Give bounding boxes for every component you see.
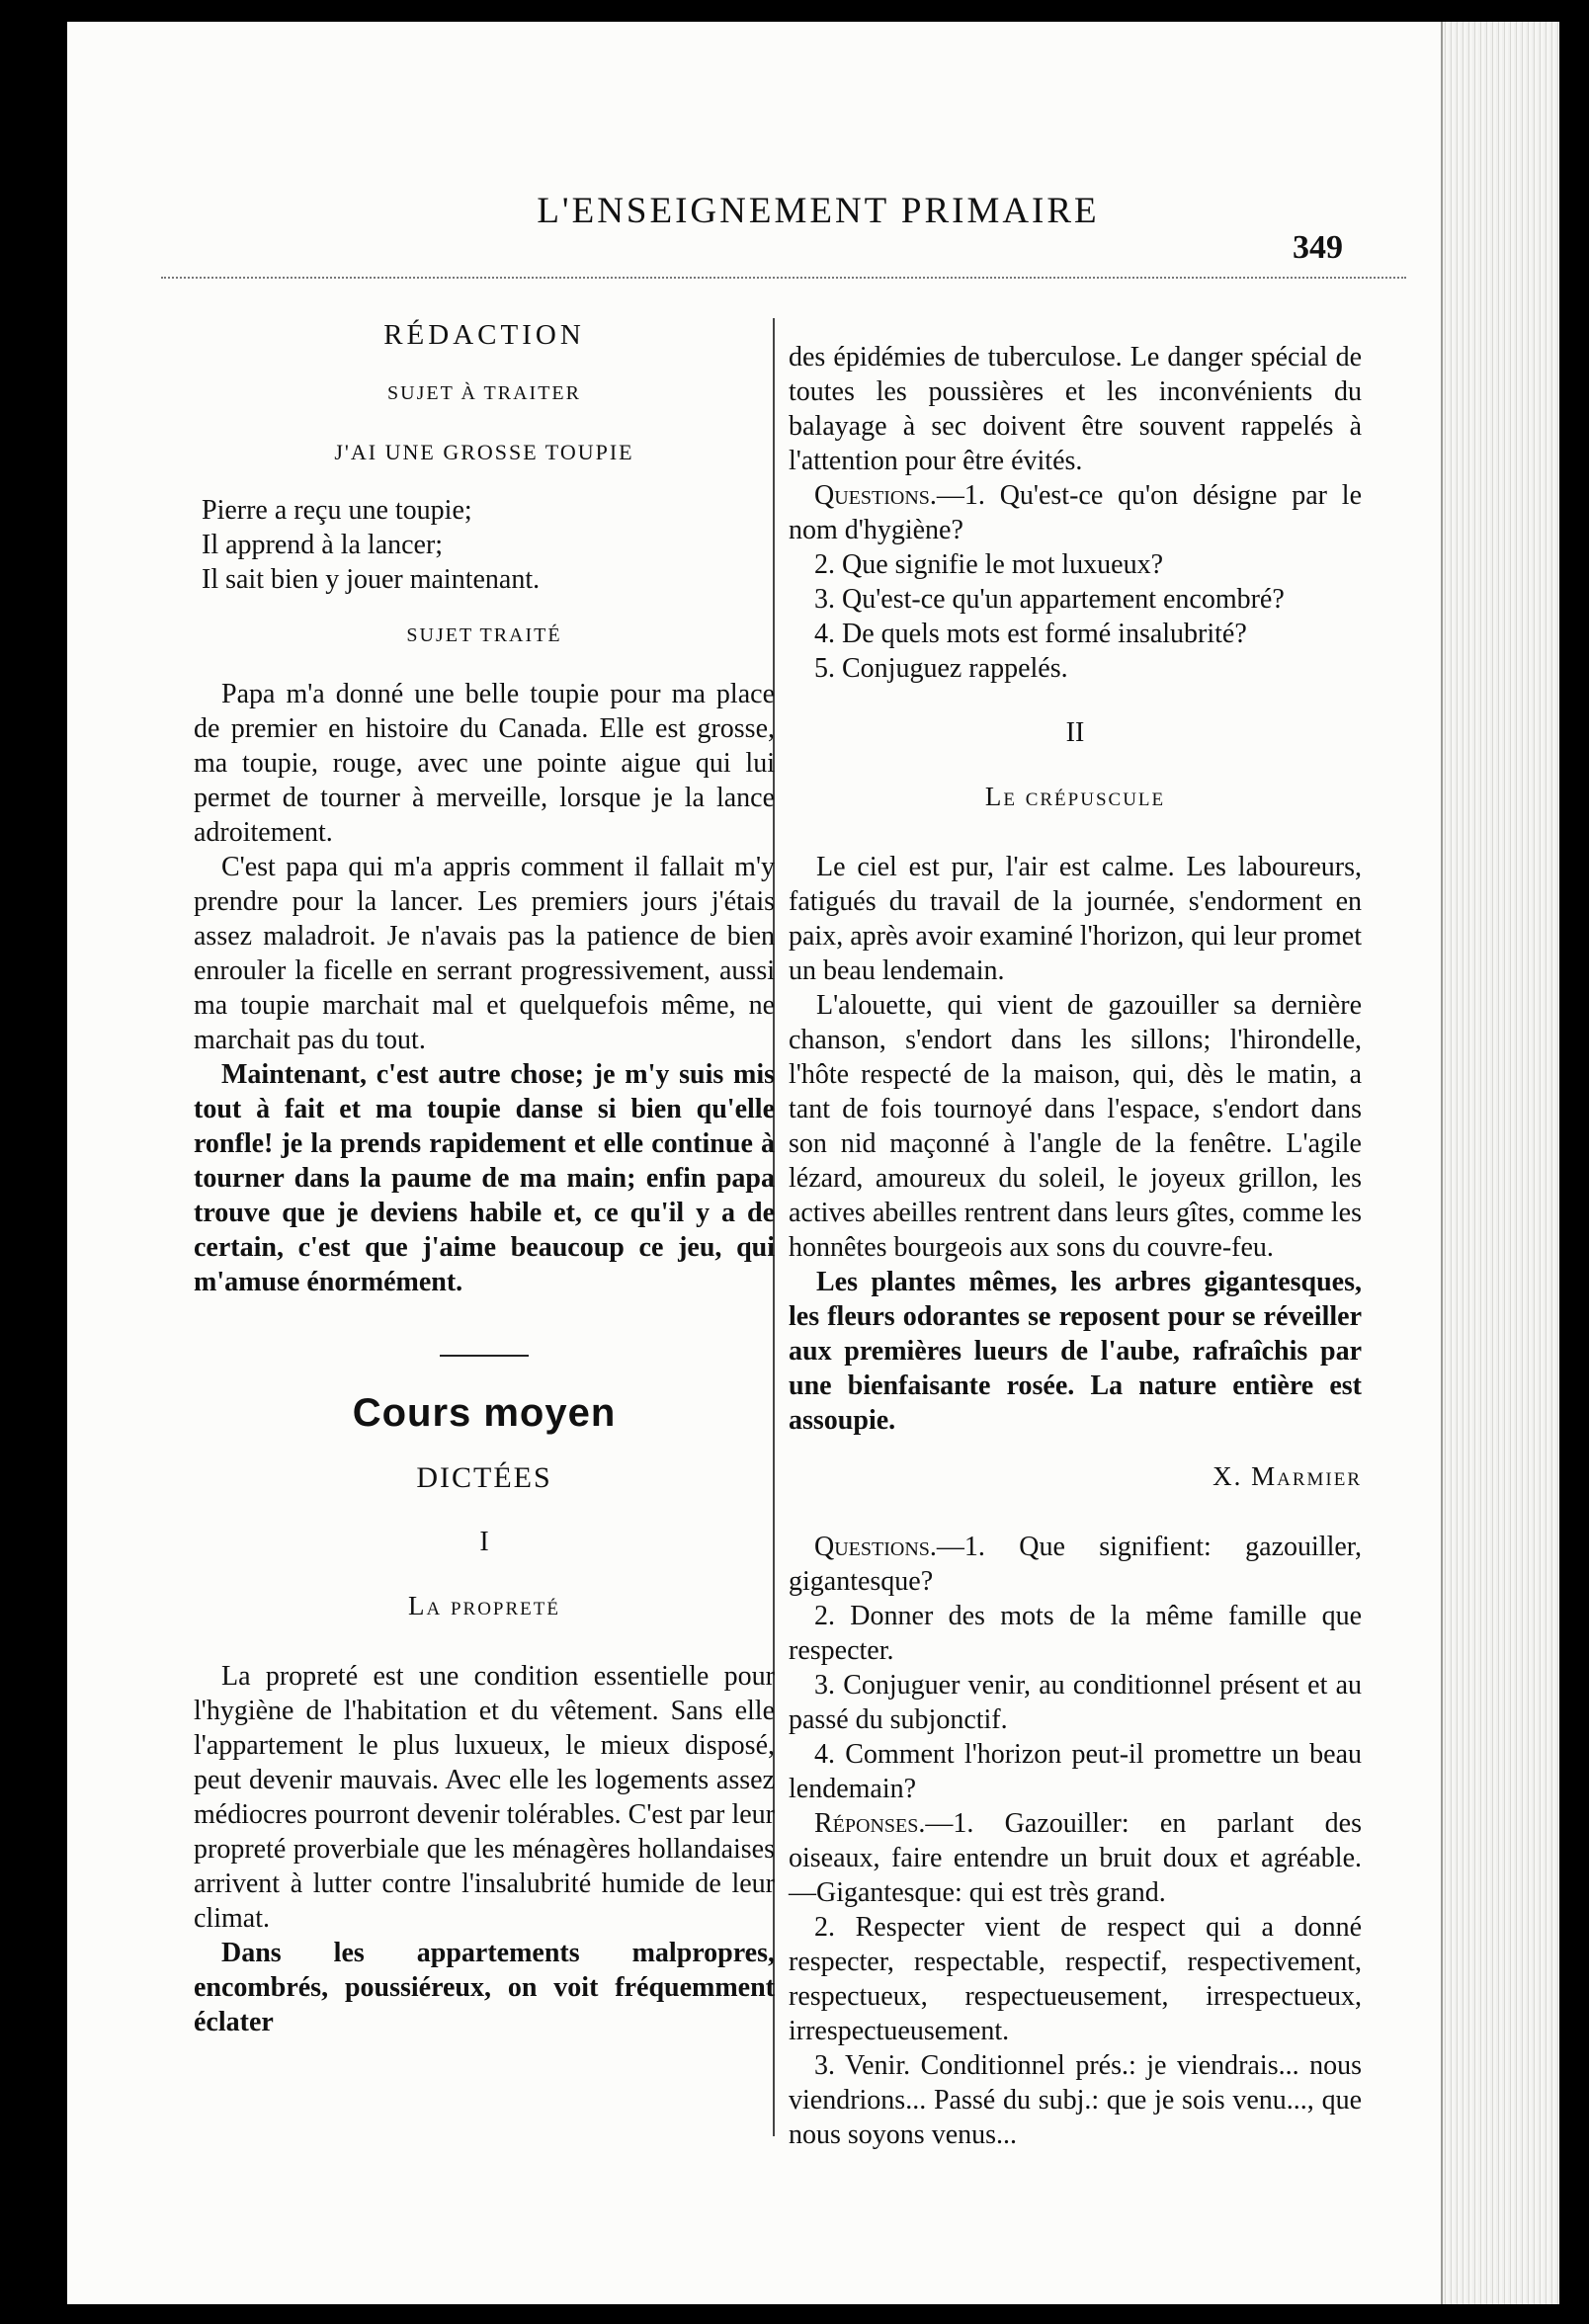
running-title: L'ENSEIGNEMENT PRIMAIRE (537, 191, 1100, 231)
question-item: 4. Comment l'horizon peut-il promettre un beau lendemain? (789, 1739, 1362, 1804)
question-item: 3. Qu'est-ce qu'un appartement encombré? (814, 584, 1285, 615)
crepuscule-title: Le crépuscule (984, 782, 1166, 811)
question-item: Questions.—1. Que signifient: gazouiller, gigantesque? (789, 1532, 1362, 1597)
answers-block (789, 1806, 1362, 2152)
cours-moyen-heading: Cours moyen (352, 1391, 617, 1435)
exercise-title: J'AI UNE GROSSE TOUPIE (334, 440, 634, 464)
questions-block (789, 478, 1362, 686)
questions-label: Questions. (814, 1532, 937, 1562)
question-item: 2. Donner des mots de la même famille que respecter. (789, 1601, 1362, 1666)
book-page-edges (1441, 22, 1559, 2304)
sujet-traite-heading: SUJET TRAITÉ (406, 624, 562, 646)
question-item: 5. Conjuguez rappelés. (814, 653, 1068, 684)
page-sheet (67, 22, 1559, 2304)
proprete-title: La propreté (408, 1591, 560, 1620)
section-number: II (1065, 717, 1085, 748)
poem (202, 493, 775, 597)
author-signature: X. Marmier (1213, 1461, 1362, 1491)
poem-line: Il sait bien y jouer maintenant. (202, 564, 541, 595)
right-column (789, 340, 1362, 2152)
page-number: 349 (1293, 229, 1343, 266)
question-item: 3. Conjuguer venir, au conditionnel présent et au passé du subjonctif. (789, 1670, 1362, 1735)
facing-page-margin-fragments: e nt t ut ne un rce up e? on- ur- tlé, on? ré- )— ? (67, 1373, 96, 1942)
question-item: 4. De quels mots est formé insalubrité? (814, 619, 1247, 649)
paragraph: Papa m'a donné une belle toupie pour ma place de premier en histoire du Canada. Elle est grosse, ma toupie, rouge, avec une pointe aigue qui lui permet de tourner à merveille, lorsque je la lance adroitement. (194, 679, 775, 848)
paragraph: La propreté est une condition essentielle pour l'hygiène de l'habitation et du vêtement. Sans elle l'appartement le plus luxueux, le mieux disposé, peut devenir mauvais. Avec elle les logements assez médiocres pourront devenir tolérables. C'est par leur propreté proverbiale que les ménagères hollandaises arrivent à lutter contre l'insalubrité humide de leur climat. (194, 1661, 775, 1934)
poem-line: Pierre a reçu une toupie; (202, 495, 472, 526)
section-number: I (479, 1527, 489, 1557)
reponses-label: Réponses. (814, 1808, 926, 1839)
redaction-heading: RÉDACTION (383, 319, 585, 351)
paragraph: Le ciel est pur, l'air est calme. Les laboureurs, fatigués du travail de la journée, s'endorment en paix, après avoir examiné l'horizon, qui leur promet un beau lendemain. (789, 852, 1362, 986)
answer-item: 2. Respecter vient de respect qui a donné respecter, respectable, respectif, respectivement, respectueux, respectueusement, irrespectueux, irrespectueusement. (789, 1912, 1362, 2046)
paragraph: L'alouette, qui vient de gazouiller sa dernière chanson, s'endort dans les sillons; l'hirondelle, l'hôte respecté de la maison, qui, dès le matin, a tant de fois tournoyé dans l'espace, s'endort dans son nid maçonné à l'angle de la fenêtre. L'agile lézard, amoureux du soleil, le joyeux grillon, les actives abeilles rentrent dans leurs gîtes, comme les honnêtes bourgeois aux sons du couvre-feu. (789, 990, 1362, 1263)
paragraph: Les plantes mêmes, les arbres gigantesques, les fleurs odorantes se reposent pour se réveiller aux premières lueurs de l'aube, rafraîchis par une bienfaisante rosée. La nature entière est assoupie. (789, 1267, 1362, 1436)
section-separator (440, 1355, 529, 1357)
answer-item: 3. Venir. Conditionnel prés.: je viendrais... nous viendrions... Passé du subj.: que je sois venu..., que nous soyons venus... (789, 2050, 1362, 2150)
questions-block (789, 1530, 1362, 1806)
questions-label: Questions. (814, 480, 937, 511)
dictees-heading: DICTÉES (416, 1461, 552, 1494)
paragraph: Dans les appartements malpropres, encombrés, poussiéreux, on voit fréquemment éclater (194, 1938, 775, 2037)
sujet-a-traiter-heading: SUJET À TRAITER (387, 382, 581, 404)
paragraph: Maintenant, c'est autre chose; je m'y suis mis tout à fait et ma toupie danse si bien qu'elle ronfle! je la prends rapidement et elle continue à tourner dans la paume de ma main; enfin papa trouve que je deviens habile et, ce qu'il y a de certain, c'est que j'aime beaucoup ce jeu, qui m'amuse énormément. (194, 1059, 775, 1297)
paragraph: des épidémies de tuberculose. Le danger spécial de toutes les poussières et les inconvénients du balayage à sec doivent être souvent rappelés à l'attention pour être évités. (789, 342, 1362, 476)
question-item: Questions.—1. Qu'est-ce qu'on désigne par le nom d'hygiène? (789, 480, 1362, 545)
paragraph: C'est papa qui m'a appris comment il fallait m'y prendre pour la lancer. Les premiers jours j'étais assez maladroit. Je n'avais pas la patience de bien enrouler la ficelle en serrant progressivement, aussi ma toupie marchait mal et quelquefois même, ne marchait pas du tout. (194, 852, 775, 1055)
question-item: 2. Que signifie le mot luxueux? (814, 549, 1164, 580)
header-rule (161, 277, 1406, 279)
poem-line: Il apprend à la lancer; (202, 530, 444, 560)
left-column (194, 318, 775, 2039)
answer-item: Réponses.—1. Gazouiller: en parlant des oiseaux, faire entendre un bruit doux et agréable. —Gigantesque: qui est très grand. (789, 1808, 1362, 1908)
